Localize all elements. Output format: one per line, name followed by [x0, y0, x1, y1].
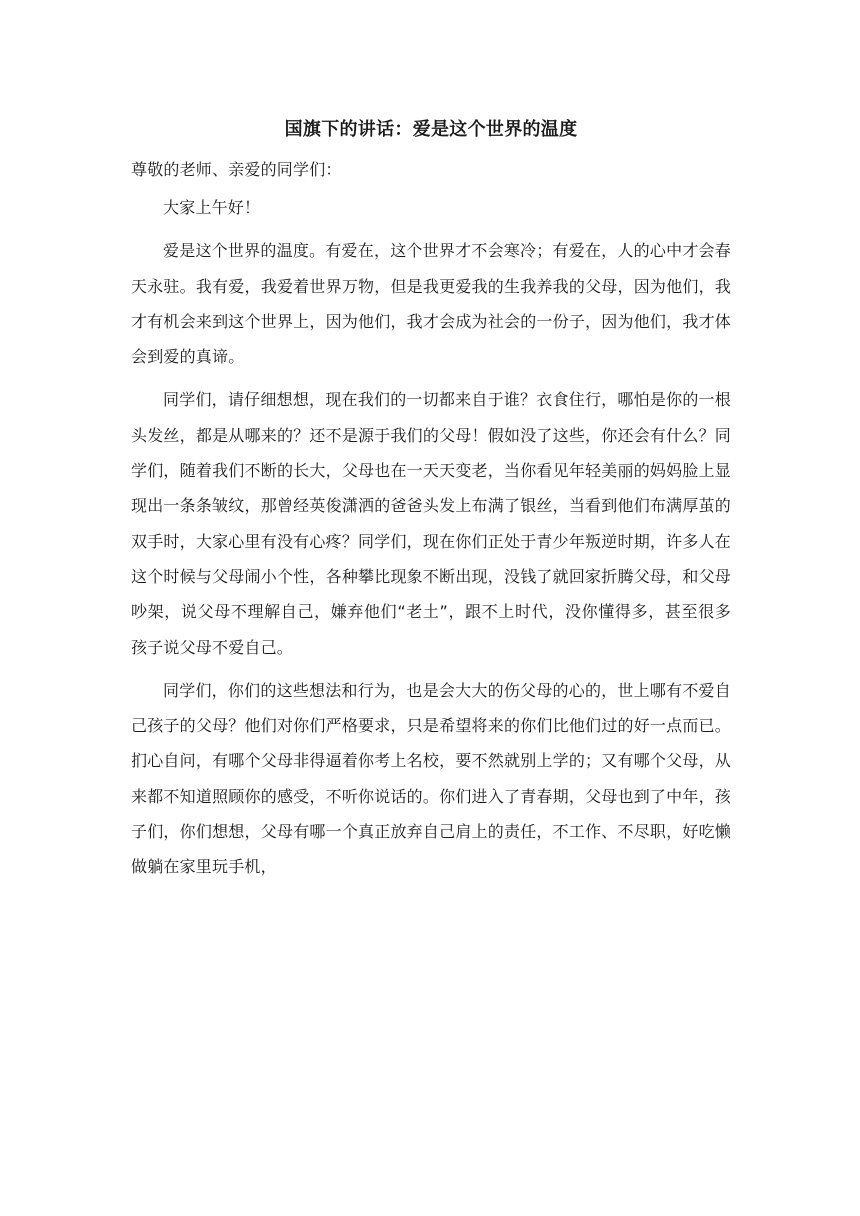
paragraph: 爱是这个世界的温度。有爱在，这个世界才不会寒冷；有爱在，人的心中才会春天永驻。我有爱，我爱着世界万物，但是我更爱我的生我养我的父母，因为他们，我才有机会来到这个世界上，因为他们，我才会成为社会的一份子，因为他们，我才体会到爱的真谛。 — [131, 241, 731, 367]
document-title: 国旗下的讲话：爱是这个世界的温度 — [284, 119, 578, 140]
document-page — [131, 112, 731, 885]
paragraph: 同学们，你们的这些想法和行为，也是会大大的伤父母的心的，世上哪有不爱自己孩子的父母？他们对你们严格要求，只是希望将来的你们比他们过的好一点而已。扪心自问，有哪个父母非得逼着你考上名校，要不然就别上学的；又有哪个父母，从来都不知道照顾你的感受，不听你说话的。你们进入了青春期，父母也到了中年，孩子们，你们想想，父母有哪一个真正放弃自己肩上的责任，不工作、不尽职，好吃懒做躺在家里玩手机， — [131, 680, 731, 877]
paragraph: 同学们，请仔细想想，现在我们的一切都来自于谁？衣食住行，哪怕是你的一根头发丝，都是从哪来的？还不是源于我们的父母！假如没了这些，你还会有什么？同学们，随着我们不断的长大，父母也在一天天变老，当你看见年轻美丽的妈妈脸上显现出一条条皱纹，那曾经英俊潇洒的爸爸头发上布满了银丝，当看到他们布满厚茧的双手时，大家心里有没有心疼？同学们，现在你们正处于青少年叛逆时期，许多人在这个时候与父母闹小个性，各种攀比现象不断出现，没钱了就回家折腾父母，和父母吵架，说父母不理解自己，嫌弃他们“老土”，跟不上时代，没你懂得多，甚至很多孩子说父母不爱自己。 — [131, 390, 731, 657]
greeting: 大家上午好！ — [163, 198, 261, 217]
salutation: 尊敬的老师、亲爱的同学们： — [131, 160, 342, 179]
